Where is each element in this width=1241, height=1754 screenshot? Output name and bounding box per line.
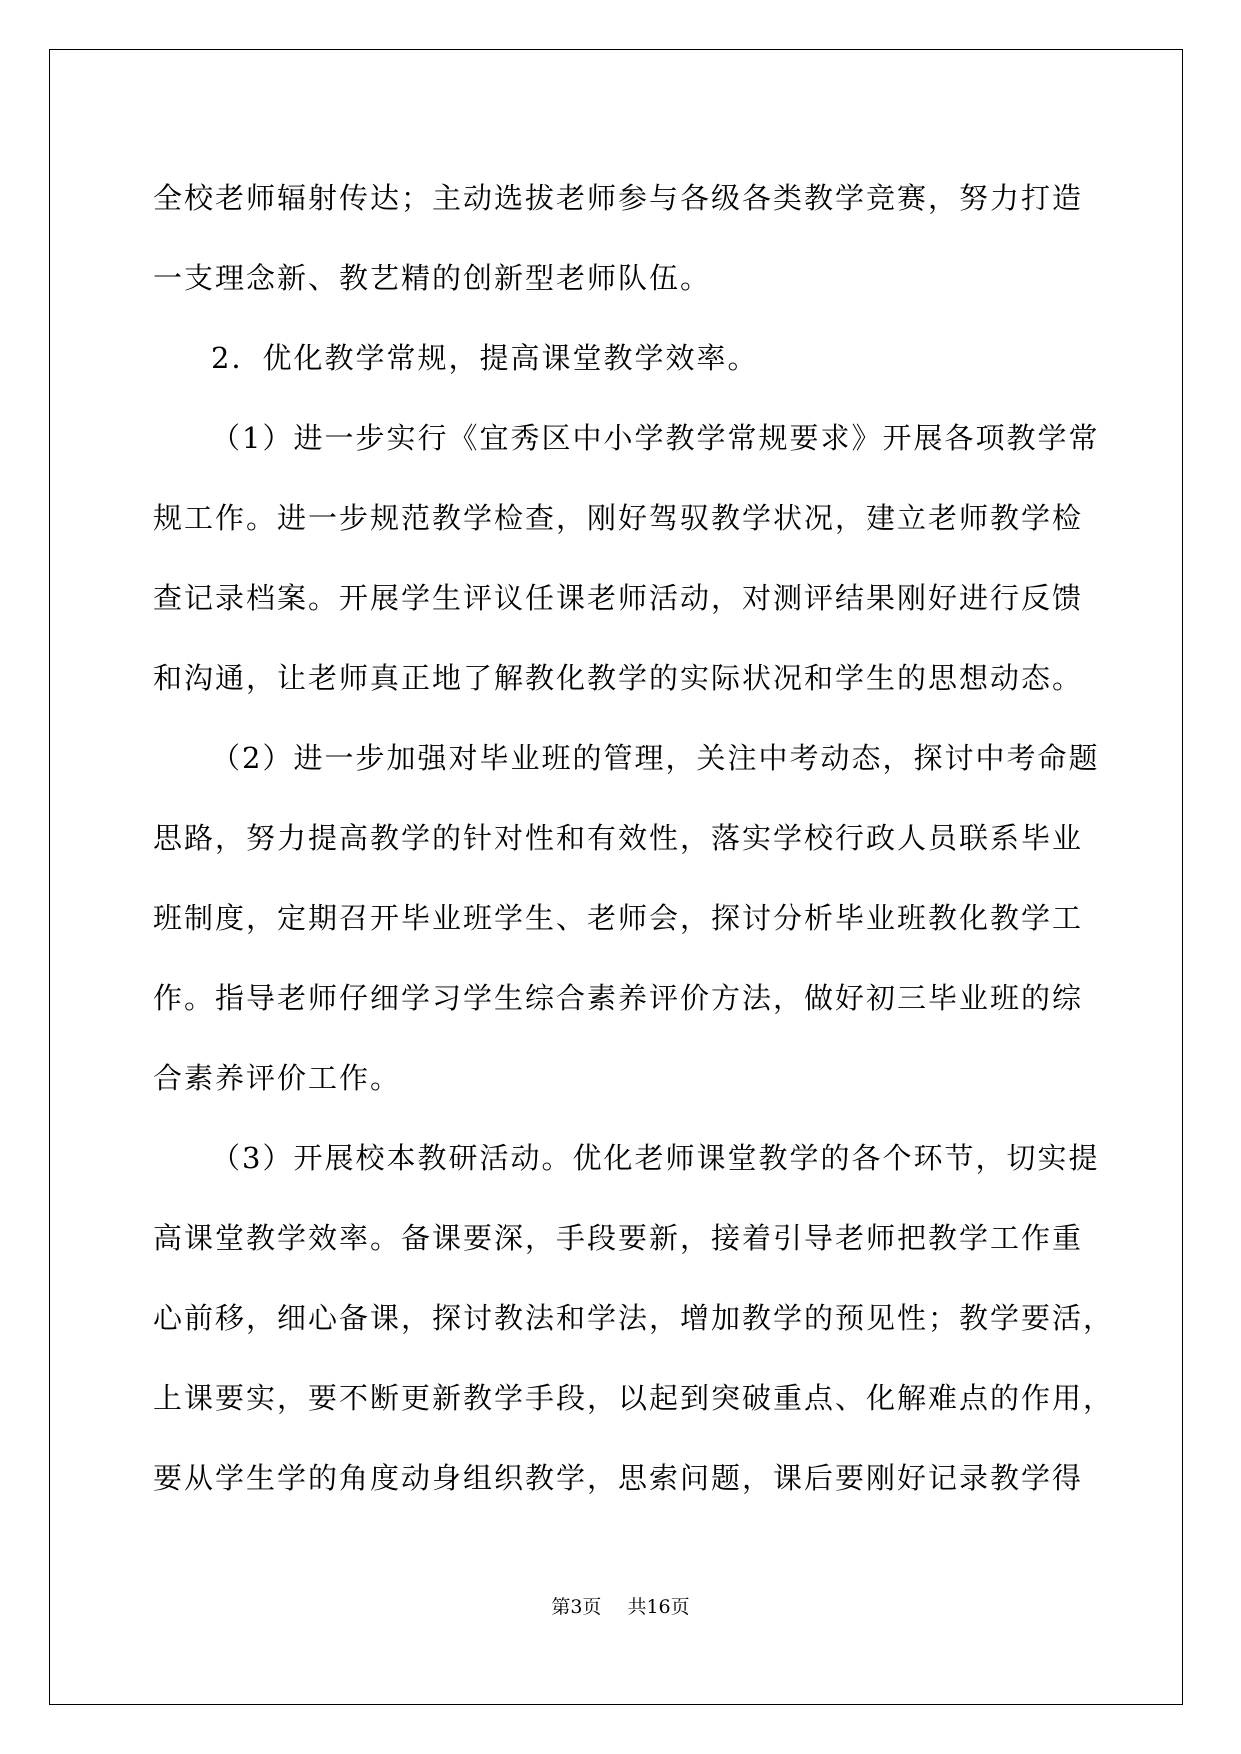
text-line: 作。指导老师仔细学习学生综合素养评价方法，做好初三毕业班的综 [153,981,1084,1015]
text-line: 规工作。进一步规范教学检查，刚好驾驭教学状况，建立老师教学检 [153,501,1084,535]
document-body [153,158,1115,1518]
text-line: 全校老师辐射传达；主动选拔老师参与各级各类教学竞赛，努力打造 [153,181,1084,215]
text-line: 要从学生学的角度动身组织教学，思索问题，课后要刚好记录教学得 [153,1461,1084,1495]
paragraph-start: （1）进一步实行《宜秀区中小学教学常规要求》开展各项教学常 [211,421,1100,455]
text-line: 和沟通，让老师真正地了解教化教学的实际状况和学生的思想动态。 [153,661,1084,695]
total-pages: 共16页 [627,1596,690,1618]
page-number: 第3页 [551,1596,602,1618]
text-line: 思路，努力提高教学的针对性和有效性，落实学校行政人员联系毕业 [153,821,1084,855]
text-line: 查记录档案。开展学生评议任课老师活动，对测评结果刚好进行反馈 [153,581,1084,615]
text-line: 一支理念新、教艺精的创新型老师队伍。 [153,261,712,295]
page-footer [0,1592,1241,1619]
text-line: 上课要实，要不断更新教学手段，以起到突破重点、化解难点的作用， [153,1381,1115,1415]
paragraph-start: （3）开展校本教研活动。优化老师课堂教学的各个环节，切实提 [211,1141,1100,1175]
paragraph-start: （2）进一步加强对毕业班的管理，关注中考动态，探讨中考命题 [211,741,1100,775]
text-line: 高课堂教学效率。备课要深，手段要新，接着引导老师把教学工作重 [153,1221,1084,1255]
text-line: 心前移，细心备课，探讨教法和学法，增加教学的预见性；教学要活， [153,1301,1115,1335]
text-line: 合素养评价工作。 [153,1061,402,1095]
text-line: 班制度，定期召开毕业班学生、老师会，探讨分析毕业班教化教学工 [153,901,1084,935]
section-heading: 2．优化教学常规，提高课堂教学效率。 [211,341,759,375]
